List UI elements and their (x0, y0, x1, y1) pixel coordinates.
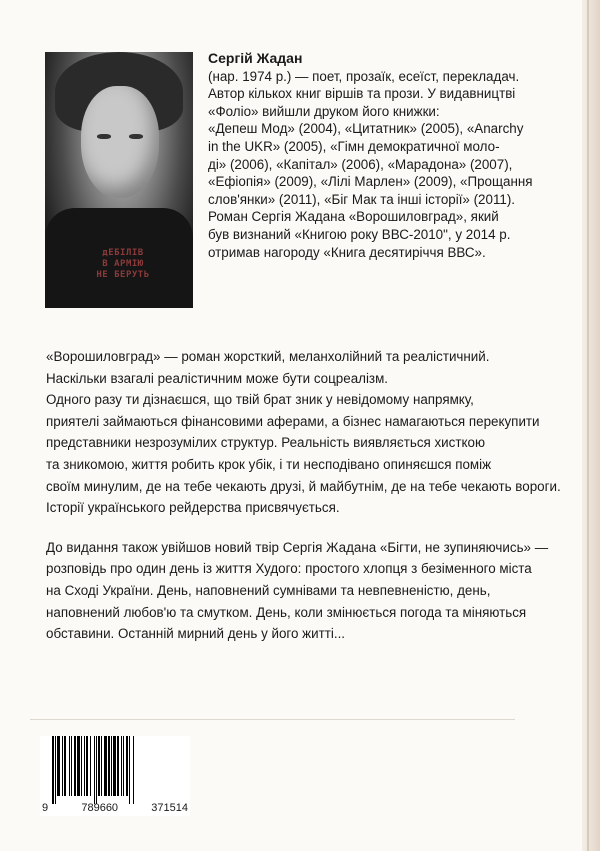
isbn-barcode (40, 736, 190, 816)
barcode-bar (108, 736, 110, 796)
page-edge (582, 0, 600, 851)
photo-eye-left (97, 134, 111, 139)
barcode-bar (71, 736, 72, 796)
bio-line: «Депеш Мод» (2004), «Цитатник» (2005), «Anarchy (208, 121, 524, 137)
barcode-bar (90, 736, 91, 796)
divider (30, 719, 515, 720)
barcode-digit-group: 9 (42, 802, 49, 814)
barcode-bar (123, 736, 124, 796)
author-photo (45, 52, 193, 308)
barcode-bar (126, 736, 128, 796)
description-line: обставини. Останній мирний день у його житті... (46, 626, 346, 642)
bio-line: in the UKR» (2005), «Гімн демократичної моло- (208, 138, 500, 154)
bio-line: отримав нагороду «Книга десятиріччя ВВС». (208, 244, 486, 260)
description-line: наповнений любов'ю та смутком. День, коли змінюється погода та міняються (46, 604, 527, 620)
bio-line: Автор кількох книг віршів та прози. У видавництві (208, 86, 516, 102)
description-line: своїм минулим, де на тебе чекають друзі, й майбутнім, де на тебе чекають вороги. (46, 478, 561, 494)
barcode-bar (117, 736, 119, 796)
shirt-line: В АРМІЮ (102, 259, 144, 269)
description-line: на Сході України. День, наповнений сумнівами та невпевненістю, день, (46, 582, 491, 598)
description-line: «Ворошиловград» — роман жорсткий, меланхолійний та реалістичний. (46, 349, 490, 364)
barcode-bar (62, 736, 63, 796)
barcode-bar (111, 736, 112, 796)
barcode-bar (86, 736, 88, 796)
author-name: Сергій Жадан (208, 50, 303, 66)
barcode-digit-group: 371514 (151, 802, 188, 814)
bio-line: слов'янки» (2011), «Біг Мак та інші історії» (2011). (208, 191, 516, 207)
description-line: Одного разу ти дізнаєшся, що твій брат зник у невідомому напрямку, (46, 392, 474, 408)
barcode-bar (77, 736, 80, 796)
bio-line: «Фоліо» вийшли друком його книжки: (208, 103, 440, 119)
shirt-line: НЕ БЕРУТЬ (96, 270, 150, 280)
photo-face (81, 86, 159, 198)
shirt-slogan (73, 248, 173, 281)
barcode-digits (40, 802, 190, 814)
book-description (46, 346, 561, 645)
description-line: Наскільки взагалі реалістичним може бути соцреалізм. (46, 370, 388, 386)
barcode-bar (81, 736, 82, 796)
bio-line: «Ефіопія» (2009), «Лілі Марлен» (2009), «Прощання (208, 174, 533, 190)
barcode-bars (52, 736, 178, 798)
bio-line: (нар. 1974 р.) — поет, прозаїк, есеїст, перекладач. (208, 68, 520, 84)
description-line: До видання також увійшов новий твір Сергія Жадана «Бігти, не зупиняючись» — (46, 539, 549, 555)
paragraph-gap (46, 519, 556, 537)
barcode-bar (64, 736, 66, 796)
barcode-bar (69, 736, 70, 796)
barcode-bar (121, 736, 122, 796)
bio-line: був визнаний «Книгою року ВВС-2010", у 2014 р. (208, 226, 511, 242)
bio-line: ді» (2006), «Капітал» (2006), «Марадона» (2007), (208, 156, 513, 172)
author-bio (208, 50, 538, 261)
description-line: представники незрозумілих структур. Реальність виявляється хисткою (46, 435, 485, 451)
barcode-digit-group: 789660 (81, 802, 119, 814)
barcode-bar (84, 736, 85, 796)
barcode-bar (74, 736, 76, 796)
barcode-bar (96, 736, 97, 804)
barcode-bar (57, 736, 60, 796)
barcode-bar (55, 736, 56, 804)
barcode-bar (104, 736, 107, 796)
barcode-bar (94, 736, 95, 804)
description-line: приятелі займаються фінансовими аферами, а бізнес намагаються перекупити (46, 413, 540, 429)
spine-line (587, 0, 589, 851)
barcode-bar (52, 736, 54, 804)
shirt-line: дЕБІЛІВ (102, 248, 144, 258)
barcode-bar (133, 736, 134, 804)
barcode-bar (98, 736, 100, 796)
description-line: та зникомою, життя робить крок убік, і ти несподівано опиняєшся поміж (46, 456, 492, 472)
barcode-bar (129, 736, 130, 804)
barcode-bar (113, 736, 116, 796)
description-line: Історії українського рейдерства присвячується. (46, 500, 340, 516)
barcode-bar (101, 736, 102, 796)
photo-eye-right (129, 134, 143, 139)
bio-line: Роман Сергія Жадана «Ворошиловград», який (208, 209, 499, 225)
description-line: розповідь про один день із життя Худого: простого хлопця з безіменного міста (46, 561, 532, 577)
